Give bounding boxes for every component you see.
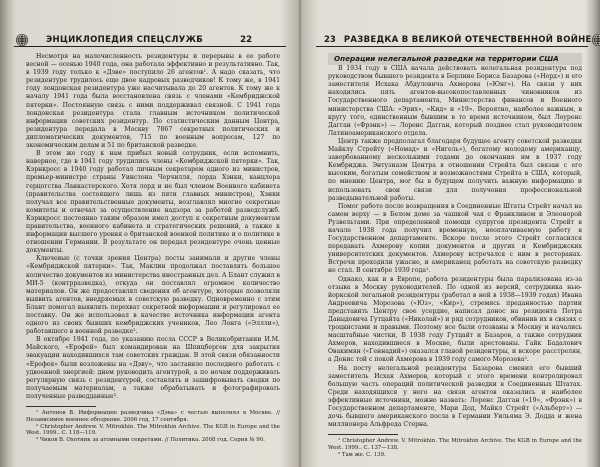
paragraph: Ключевые (с точки зрения Центра) посты занимали и другие члены «Кембриджской пятерки». Так, Маклин продолжал поставлять большое количество документов из министерства иностранных дел. А Блант служил в МИ-5 (контрразведка), откуда он поставлял огромное количество материалов. Он же предоставлял сведения об агентуре, которые позволяли выявить агентов, внедряемых в советскую разведку. Одновременно с этим Блант помогал выявлять перехват секретной информации и регулировал ее поставку. Он же использовал в качестве источника информации агента одного из своих бывших кембриджских учеников, Лео Лонга («Эллли»), работавшего в военной разведке². bbox=[26, 255, 280, 336]
page-number: 22 bbox=[240, 34, 252, 45]
paragraph: Однако, как и в Европе, работа резидентуры была парализована из-за отзыва в Москву руководителей. По одной из версий, сотрудника нью-йоркской легальной резидентуры (работал в ней в 1938—1939 годах) Ивана Андреевича Морозова («Юз», «Кир»), стремясь преданностью партии представить Центру свое усердие, написал донос на резидента Петра Давыдовича Гутцайта («Николай») и ряд сотрудников, обвинив их в связях с троцкистами и правыми. Поэтому все были отозваны в Москву и начались масштабные чистки, В 1938 году Гутцайт и Базаров, а также сотрудник Ахмеров, находившиеся в Москве, были арестованы. Гайк Бадалович Овакимян («Геннадий») оказался главой резидентуры, и вскоре расстрелян, а Денис той с покой Ахмерова в 1939 году самого Морозова². bbox=[328, 275, 582, 364]
left-page bbox=[14, 0, 286, 467]
paragraph: В этом же году к нам прибыл новый сотрудник, если вспомнить, наверное, где в 1941 году трудились члены «Кембриджской пятерки». Так, Кэрнкросс в 1940 году работал личным секретарем одного из министров, премьер-министре страны Уинстона Черчилля, лорда Хэнки, канцлера герцогства Ланкастерского. Хотя лорд и не был членом Военного кабинета (правительства состоящего лишь из пяти главных министров), Хэнки получал все правительственные документы, возглавлял многие секретные комитеты и отвечал за осуществление надзора за работой разведслужб. Кэрнкросс постоянно таким образом имел доступ к секретным документам правительства, военного кабинета и стратегических решений, а также к информации высшего уровня о британской военной политике и о политике в отношении Германии. В результате он передал резидентуре очень ценные документы. bbox=[26, 150, 280, 255]
paragraph: Помог работе после возвращения в Соединенные Штаты Стрейт начал на самом верху — в Белом доме за чашкой чая с Франклином и Элеонорой Рузвельтами. При определенной помощи супругов президента Стрейт в начале 1938 года получил временную, неоплачиваемую работу в Государственном департаменте. Вскоре после этого Стрейт согласился передавать Ахмерову копии документов и других и Кембриджских университетских документов. Ахмерову встречался с ним в ресторанах. Встречи проходили ужасно, и американец работать на советскую разведку не стал. В сентябре 1939 года¹. bbox=[328, 202, 582, 275]
footnote: ³ Чиков В. Охотник за атомными секретами. // Политика. 2008 год. Серия № 90. bbox=[36, 437, 265, 444]
footnote-rule bbox=[26, 406, 96, 407]
left-page-body bbox=[26, 53, 280, 444]
page-number: 23 bbox=[324, 34, 336, 45]
footnote: ² Там же. С. 139. bbox=[338, 451, 386, 458]
right-page bbox=[316, 0, 592, 467]
footnote: ¹ Антонов В. Информацию разведчика «Дэва» с честью выполнял в Москве. // Независимое военное обозрение. 2006 год, 17 сентября. bbox=[26, 410, 280, 423]
paragraph: На посту нелегальной резидентура Базарова сменил его бывший заместитель Исхак Ахмеров, который с этого времени контролировал большую часть операций политической разведки в Соединенных Штатах. Среди находящихся у него на связи агентов оказались и наиболее эффективные источники, можно назвать: Лоренс Дагган («19», «Фрэнк») в Государственном департаменте, Мари Дод, Майкл Стрейт («Альберт») — дочь бывшего американского посла в Германии Уильяма Э. Додда и жена миллионера Альфреда Стерна. bbox=[328, 364, 582, 429]
section-title: Операции нелегальной разведки на территории США bbox=[328, 53, 582, 65]
footnote: ¹ Christopher Andrew. V. Mitrokhin. The Mitrokhin Archive. The KGB in Europe and the West. 1999.. С. 137—138. bbox=[328, 438, 582, 452]
paragraph: Несмотря на малочисленность резидентуры и перерывы в ее работе весной — осенью 1940 года, она работала эффективно и результативно. Так, в 1939 году только к «Дэве» поступило 26 агентов¹. А надо сказать, что резидентуре трудилось еще двое кадровых разведчиков! К тому же, в 1941 году лондонская резидентура уже насчитывала до 20 агентов. К тому же к началу 1941 года была восстановлена связь с членами «Кембриджской пятерки». Постоянную связь с ними поддерживал связной. С 1941 года лондонская резидентура стала главным источником политической информации советских резидентур. По статистическим данным Центра, резидентура передала в Москву 7867 секретных политических и дипломатических документов, 715 по военным вопросам, 127 по экономическим делам и 51 по британской разведке. bbox=[26, 53, 280, 150]
running-title: РАЗВЕДКА В ВЕЛИКОЙ ОТЕЧЕСТВЕННОЙ ВОЙНЕ bbox=[343, 34, 592, 45]
globe-icon bbox=[16, 34, 28, 46]
paragraph: В 1934 году в США начала действовать нелегальная резидентура под руководством бывшего резидента в Берлине Бориса Базарова («Норд») и его заместителя Исхака Абдуловича Ахмерова («Юнг»). На связи у них находились пять агентов-высокопоставленных чиновников из Государственного департамента, Министерства финансов и Военного министерства США: «Эрих», «Кид» и «19». Вероятно, наиболее важным, в кругу того, единственным бывшим в то время источником, был Лоуренс Дагган («Фрэнк») — Лоренс Дагган, который позднее стал руководителем Латиноамериканского отдела. bbox=[328, 65, 582, 137]
running-title: ЭНЦИКЛОПЕДИЯ СПЕЦСЛУЖБ bbox=[46, 34, 204, 45]
right-page-header bbox=[316, 33, 592, 47]
paragraph: Центр также предполагал благодаря будущее агенту советской разведки Майклу Стрейту («Номад» и «Нигель»), богатому молодому американцу, завербованному несколькими годами до окончания им в 1937 году Кембриджа. Энтузиазм Центра в отношении Стрейта был связан с его высоким, богатым семейством и возможностями Стрейта в США, который, по мнению Центра, мог бы в будущем получить важную информацию и использовать свои связи для получения профессиональной разведывательной работы. bbox=[328, 137, 582, 202]
paragraph: В октябре 1941 года, по указанию посла СССР в Великобритании И.М. Майского, «Ерофей» был командирован на Шпицберген для закрытия эвакуации находившихся там советских граждан. В этой связи обязанности «Ерофея» были возложены на «Дэву», что заставило последнего работать с удвоенной энергией: днем руководить агентурой, а по ночам поддерживать регулярную связь с резидентурой, составлять и зашифровывать сводки по получаемым материалам, а также обрабатывать и фотографировать полученные разведданные³. bbox=[26, 336, 280, 400]
left-page-header bbox=[14, 33, 286, 47]
footnote: ² Christopher Andrew. V. Mitrokhin. The Mitrokhin Archive. The KGB in Europe and the West. 1999.. С. 118—119. bbox=[26, 423, 280, 437]
right-page-body bbox=[328, 53, 582, 459]
globe-icon bbox=[592, 34, 600, 46]
footnote-rule bbox=[328, 434, 398, 435]
